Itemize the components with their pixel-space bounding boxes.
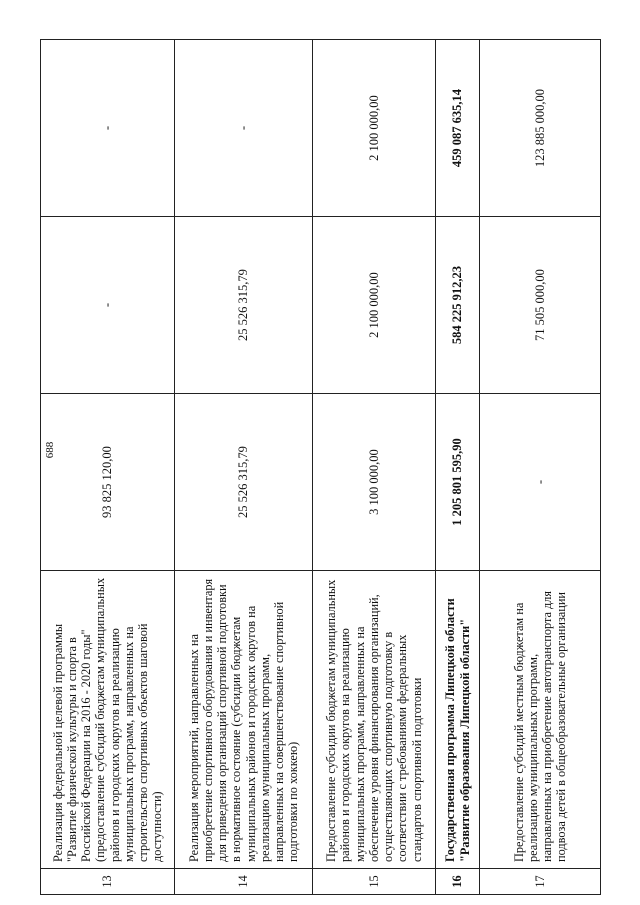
row-description: Реализация мероприятий, направленных на приобретение спортивного оборудования и инвентаря для приведения организаций спортивной подготовки в нормативное состояние (субсидии бюджетам муниципальных районов и городских округов на реализацию муниципальных программ, направленных на совершенствование спортивной подготовки по хоккею) [175,571,313,869]
row-number: 13 [41,869,175,895]
row-number: 15 [313,869,436,895]
value-col-1: 25 526 315,79 [175,394,313,571]
rotated-table-container [40,40,600,895]
value-col-1: 3 100 000,00 [313,394,436,571]
table-row [313,40,436,895]
page-number: 688 [44,441,56,459]
table-row [480,40,601,895]
value-col-2: 25 526 315,79 [175,217,313,394]
row-description: Государственная программа Липецкой области "Развитие образования Липецкой области" [436,571,480,869]
value-col-3: 459 087 635,14 [436,40,480,217]
value-col-3: - [41,40,175,217]
value-col-1: 1 205 801 595,90 [436,394,480,571]
row-number: 16 [436,869,480,895]
value-col-2: 71 505 000,00 [480,217,601,394]
row-description: Реализация федеральной целевой программы "Развитие физической культуры и спорта в Российской Федерации на 2016 - 2020 годы" (предоставление субсидий бюджетам муниципальных районов и городских округов на реализацию муниципальных программ, направленных на строительство спортивных объектов шаговой доступности) [41,571,175,869]
row-number: 17 [480,869,601,895]
table-row [41,40,175,895]
value-col-3: 123 885 000,00 [480,40,601,217]
value-col-1: 93 825 120,00 [41,394,175,571]
value-col-1: - [480,394,601,571]
table-row [175,40,313,895]
row-description: Предоставление субсидии бюджетам муниципальных районов и городских округов на реализацию муниципальных программ, направленных на обеспечение уровня финансирования организаций, осуществляющих спортивную подготовку в соответствии с требованиями федеральных стандартов спортивной подготовки [313,571,436,869]
value-col-3: 2 100 000,00 [313,40,436,217]
value-col-2: 2 100 000,00 [313,217,436,394]
value-col-3: - [175,40,313,217]
row-description: Предоставление субсидий местным бюджетам на реализацию муниципальных программ, направленных на приобретение автотранспорта для подвоза детей в общеобразовательные организации [480,571,601,869]
value-col-2: - [41,217,175,394]
budget-table [40,39,601,895]
table-row [436,40,480,895]
value-col-2: 584 225 912,23 [436,217,480,394]
row-number: 14 [175,869,313,895]
